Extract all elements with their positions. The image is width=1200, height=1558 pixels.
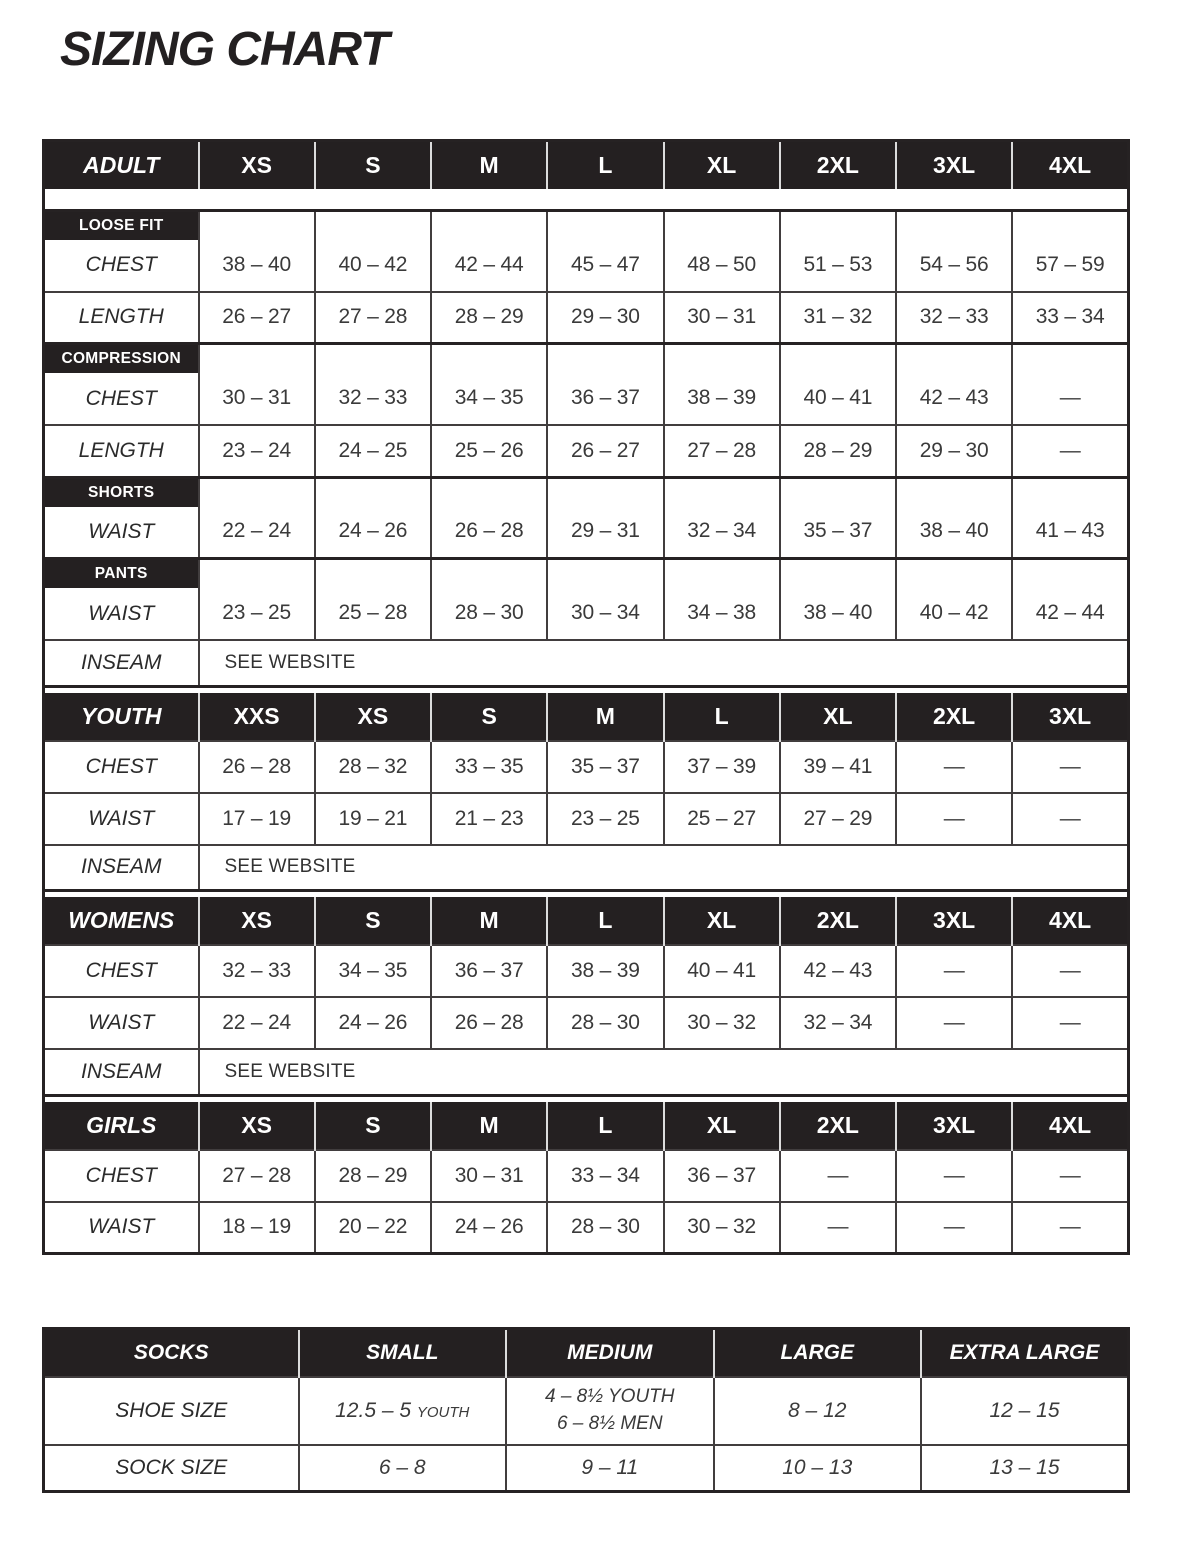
size-column-header: XL [664, 1102, 780, 1150]
section-row-loose-fit [44, 210, 1129, 240]
socks-column-header: SMALL [299, 1329, 507, 1377]
value-cell: 32 – 33 [199, 945, 315, 997]
value-cell: 42 – 43 [780, 945, 896, 997]
socks-column-header: SOCKS [44, 1329, 299, 1377]
section-badge-cell [44, 477, 199, 507]
value-cell: 38 – 40 [780, 559, 896, 641]
value-cell: 54 – 56 [896, 210, 1012, 292]
value-cell: 36 – 37 [431, 945, 547, 997]
size-column-header: XS [315, 693, 431, 741]
socks-value-suffix: YOUTH [416, 1403, 470, 1421]
value-cell: 30 – 31 [431, 1150, 547, 1202]
size-column-header: L [664, 693, 780, 741]
socks-value-cell [921, 1445, 1129, 1492]
measure-label: CHEST [85, 253, 157, 276]
measure-label: WAIST [88, 601, 155, 625]
value-cell: 20 – 22 [315, 1202, 431, 1254]
measure-row [44, 793, 1129, 845]
socks-value-text: 9 – 11 [581, 1455, 639, 1479]
socks-value-text: 10 – 13 [782, 1455, 853, 1479]
group-header-girls [44, 1102, 1129, 1150]
section-row-shorts [44, 477, 1129, 507]
value-cell: 31 – 32 [780, 292, 896, 344]
value-cell: — [896, 1150, 1012, 1202]
value-cell: 24 – 26 [315, 997, 431, 1049]
measure-label: WAIST [88, 519, 155, 543]
socks-value-cell [299, 1377, 507, 1445]
size-column-header: XL [664, 141, 780, 189]
value-cell: 24 – 26 [431, 1202, 547, 1254]
size-column-header: L [547, 141, 663, 189]
measure-label: CHEST [44, 741, 199, 793]
section-badge-cell [44, 559, 199, 589]
see-website-cell: SEE WEBSITE [199, 1049, 1129, 1095]
measure-label: LENGTH [44, 292, 199, 344]
value-cell: 30 – 31 [199, 344, 315, 426]
value-cell: 28 – 29 [315, 1150, 431, 1202]
value-cell: 51 – 53 [780, 210, 896, 292]
value-cell: 23 – 24 [199, 425, 315, 477]
value-cell: — [896, 1202, 1012, 1254]
value-cell: 19 – 21 [315, 793, 431, 845]
value-cell: 32 – 34 [780, 997, 896, 1049]
socks-value-text: 6 – 8 [378, 1455, 426, 1479]
value-cell: — [780, 1150, 896, 1202]
size-column-header: XS [199, 141, 315, 189]
group-name-label: YOUTH [44, 693, 199, 741]
measure-row [44, 741, 1129, 793]
value-cell: 24 – 25 [315, 425, 431, 477]
socks-header-row [44, 1329, 1129, 1377]
value-cell: — [1012, 425, 1128, 477]
value-cell: 38 – 39 [547, 945, 663, 997]
value-cell: 42 – 43 [896, 344, 1012, 426]
socks-value-cell [714, 1445, 922, 1492]
group-name-label: GIRLS [44, 1102, 199, 1150]
size-column-header: 3XL [896, 897, 1012, 945]
sizing-table [42, 139, 1130, 1255]
group-header-adult [44, 141, 1129, 189]
size-column-header: 2XL [780, 1102, 896, 1150]
value-cell: 18 – 19 [199, 1202, 315, 1254]
value-cell: 25 – 27 [664, 793, 780, 845]
value-cell: 33 – 34 [1012, 292, 1128, 344]
value-cell: — [1012, 793, 1128, 845]
value-cell: 33 – 34 [547, 1150, 663, 1202]
value-cell: 28 – 30 [547, 997, 663, 1049]
value-cell: 38 – 40 [199, 210, 315, 292]
value-cell: 35 – 37 [780, 477, 896, 559]
value-cell: 27 – 28 [199, 1150, 315, 1202]
size-column-header: 2XL [896, 693, 1012, 741]
size-column-header: S [431, 693, 547, 741]
value-cell: 26 – 28 [199, 741, 315, 793]
value-cell: 57 – 59 [1012, 210, 1128, 292]
measure-label: WAIST [44, 1202, 199, 1254]
socks-value-line: 4 – 8½ YOUTH [544, 1385, 675, 1407]
value-cell: — [1012, 1202, 1128, 1254]
value-cell: 22 – 24 [199, 997, 315, 1049]
size-column-header: 4XL [1012, 897, 1128, 945]
socks-value-cell [921, 1377, 1129, 1445]
size-column-header: M [431, 141, 547, 189]
socks-data-row [44, 1445, 1129, 1492]
value-cell: 38 – 40 [896, 477, 1012, 559]
value-cell: 27 – 29 [780, 793, 896, 845]
value-cell: 40 – 42 [896, 559, 1012, 641]
measure-label: CHEST [44, 945, 199, 997]
size-column-header: XL [664, 897, 780, 945]
size-column-header: XXS [199, 693, 315, 741]
size-column-header: L [547, 1102, 663, 1150]
socks-column-header: LARGE [714, 1329, 922, 1377]
section-badge-label: PANTS [45, 560, 198, 588]
value-cell: 28 – 29 [431, 292, 547, 344]
measure-label: WAIST [44, 793, 199, 845]
value-cell: 29 – 30 [896, 425, 1012, 477]
size-column-header: 4XL [1012, 141, 1128, 189]
value-cell: — [780, 1202, 896, 1254]
size-column-header: S [315, 141, 431, 189]
value-cell: 40 – 42 [315, 210, 431, 292]
value-cell: — [1012, 741, 1128, 793]
value-cell: 28 – 29 [780, 425, 896, 477]
value-cell: 30 – 32 [664, 1202, 780, 1254]
section-badge-cell [44, 210, 199, 240]
value-cell: 21 – 23 [431, 793, 547, 845]
measure-label: LENGTH [44, 425, 199, 477]
value-cell: — [896, 741, 1012, 793]
measure-label: INSEAM [44, 640, 199, 686]
socks-value-cell [714, 1377, 922, 1445]
value-cell: 38 – 39 [664, 344, 780, 426]
socks-value-cell [299, 1445, 507, 1492]
value-cell: 32 – 33 [896, 292, 1012, 344]
value-cell: 36 – 37 [547, 344, 663, 426]
value-cell: 17 – 19 [199, 793, 315, 845]
value-cell: 28 – 30 [547, 1202, 663, 1254]
value-cell: 40 – 41 [780, 344, 896, 426]
value-cell: 33 – 35 [431, 741, 547, 793]
value-cell: 30 – 34 [547, 559, 663, 641]
measure-label: INSEAM [44, 845, 199, 891]
measure-label: CHEST [44, 1150, 199, 1202]
value-cell: 35 – 37 [547, 741, 663, 793]
value-cell: 34 – 35 [315, 945, 431, 997]
value-cell: 26 – 27 [547, 425, 663, 477]
socks-row-label: SOCK SIZE [44, 1445, 299, 1492]
group-header-youth [44, 693, 1129, 741]
value-cell: 26 – 28 [431, 477, 547, 559]
measure-label: CHEST [85, 386, 157, 410]
value-cell: 48 – 50 [664, 210, 780, 292]
socks-value-line: 6 – 8½ MEN [556, 1412, 663, 1434]
socks-table-body [44, 1329, 1129, 1492]
size-column-header: M [431, 897, 547, 945]
size-column-header: 3XL [896, 1102, 1012, 1150]
value-cell: 28 – 30 [431, 559, 547, 641]
value-cell: 23 – 25 [199, 559, 315, 641]
size-column-header: L [547, 897, 663, 945]
size-column-header: S [315, 897, 431, 945]
value-cell: 32 – 34 [664, 477, 780, 559]
size-column-header: M [431, 1102, 547, 1150]
value-cell: 30 – 32 [664, 997, 780, 1049]
socks-value-text: 8 – 12 [788, 1398, 847, 1422]
size-column-header: XS [199, 897, 315, 945]
measure-label: INSEAM [44, 1049, 199, 1095]
size-column-header: XL [780, 693, 896, 741]
section-badge-label: COMPRESSION [45, 345, 198, 373]
value-cell: 24 – 26 [315, 477, 431, 559]
size-column-header: 3XL [1012, 693, 1128, 741]
socks-value-cell [506, 1445, 714, 1492]
section-badge-label: SHORTS [45, 479, 198, 507]
page-title: SIZING CHART [60, 23, 389, 76]
value-cell: 34 – 38 [664, 559, 780, 641]
value-cell: 26 – 27 [199, 292, 315, 344]
value-cell: — [896, 793, 1012, 845]
value-cell: 27 – 28 [664, 425, 780, 477]
socks-column-header: MEDIUM [506, 1329, 714, 1377]
value-cell: 22 – 24 [199, 477, 315, 559]
value-cell: — [1012, 945, 1128, 997]
socks-column-header: EXTRA LARGE [921, 1329, 1129, 1377]
value-cell: 37 – 39 [664, 741, 780, 793]
value-cell: 41 – 43 [1012, 477, 1128, 559]
value-cell: — [1012, 1150, 1128, 1202]
value-cell: — [1012, 997, 1128, 1049]
value-cell: 23 – 25 [547, 793, 663, 845]
value-cell: 34 – 35 [431, 344, 547, 426]
value-cell: 40 – 41 [664, 945, 780, 997]
value-cell: 42 – 44 [431, 210, 547, 292]
section-row-compression [44, 344, 1129, 374]
measure-row [44, 292, 1129, 344]
sizing-table-body [44, 141, 1129, 1254]
size-column-header: 2XL [780, 897, 896, 945]
socks-row-label: SHOE SIZE [44, 1377, 299, 1445]
measure-row [44, 1150, 1129, 1202]
inseam-row [44, 1049, 1129, 1095]
socks-value-text: 13 – 15 [989, 1455, 1060, 1479]
section-badge-label: LOOSE FIT [45, 212, 198, 240]
size-column-header: 2XL [780, 141, 896, 189]
socks-value-text: 12 – 15 [989, 1398, 1060, 1422]
socks-table [42, 1327, 1130, 1493]
socks-value-cell [506, 1377, 714, 1445]
group-name-label: ADULT [44, 141, 199, 189]
value-cell: — [896, 997, 1012, 1049]
header-separator-band [44, 189, 1129, 211]
size-column-header: M [547, 693, 663, 741]
group-name-label: WOMENS [44, 897, 199, 945]
value-cell: 36 – 37 [664, 1150, 780, 1202]
group-header-womens [44, 897, 1129, 945]
inseam-row [44, 640, 1129, 686]
measure-label: WAIST [44, 997, 199, 1049]
value-cell: 30 – 31 [664, 292, 780, 344]
value-cell: 42 – 44 [1012, 559, 1128, 641]
section-row-pants [44, 559, 1129, 589]
size-column-header: 3XL [896, 141, 1012, 189]
value-cell: 25 – 26 [431, 425, 547, 477]
measure-row [44, 1202, 1129, 1254]
value-cell: 26 – 28 [431, 997, 547, 1049]
value-cell: 25 – 28 [315, 559, 431, 641]
socks-data-row [44, 1377, 1129, 1445]
value-cell: 45 – 47 [547, 210, 663, 292]
value-cell: — [896, 945, 1012, 997]
inseam-row [44, 845, 1129, 891]
value-cell: 28 – 32 [315, 741, 431, 793]
band-cell [44, 189, 1129, 211]
see-website-cell: SEE WEBSITE [199, 845, 1129, 891]
value-cell: 29 – 31 [547, 477, 663, 559]
socks-value-text: 12.5 – 5 [335, 1398, 417, 1422]
value-cell: 39 – 41 [780, 741, 896, 793]
see-website-cell: SEE WEBSITE [199, 640, 1129, 686]
size-column-header: 4XL [1012, 1102, 1128, 1150]
value-cell: 27 – 28 [315, 292, 431, 344]
size-column-header: XS [199, 1102, 315, 1150]
size-column-header: S [315, 1102, 431, 1150]
measure-row [44, 945, 1129, 997]
value-cell: 32 – 33 [315, 344, 431, 426]
section-badge-cell [44, 344, 199, 374]
value-cell: 29 – 30 [547, 292, 663, 344]
measure-row [44, 425, 1129, 477]
measure-row [44, 997, 1129, 1049]
value-cell: — [1012, 344, 1128, 426]
